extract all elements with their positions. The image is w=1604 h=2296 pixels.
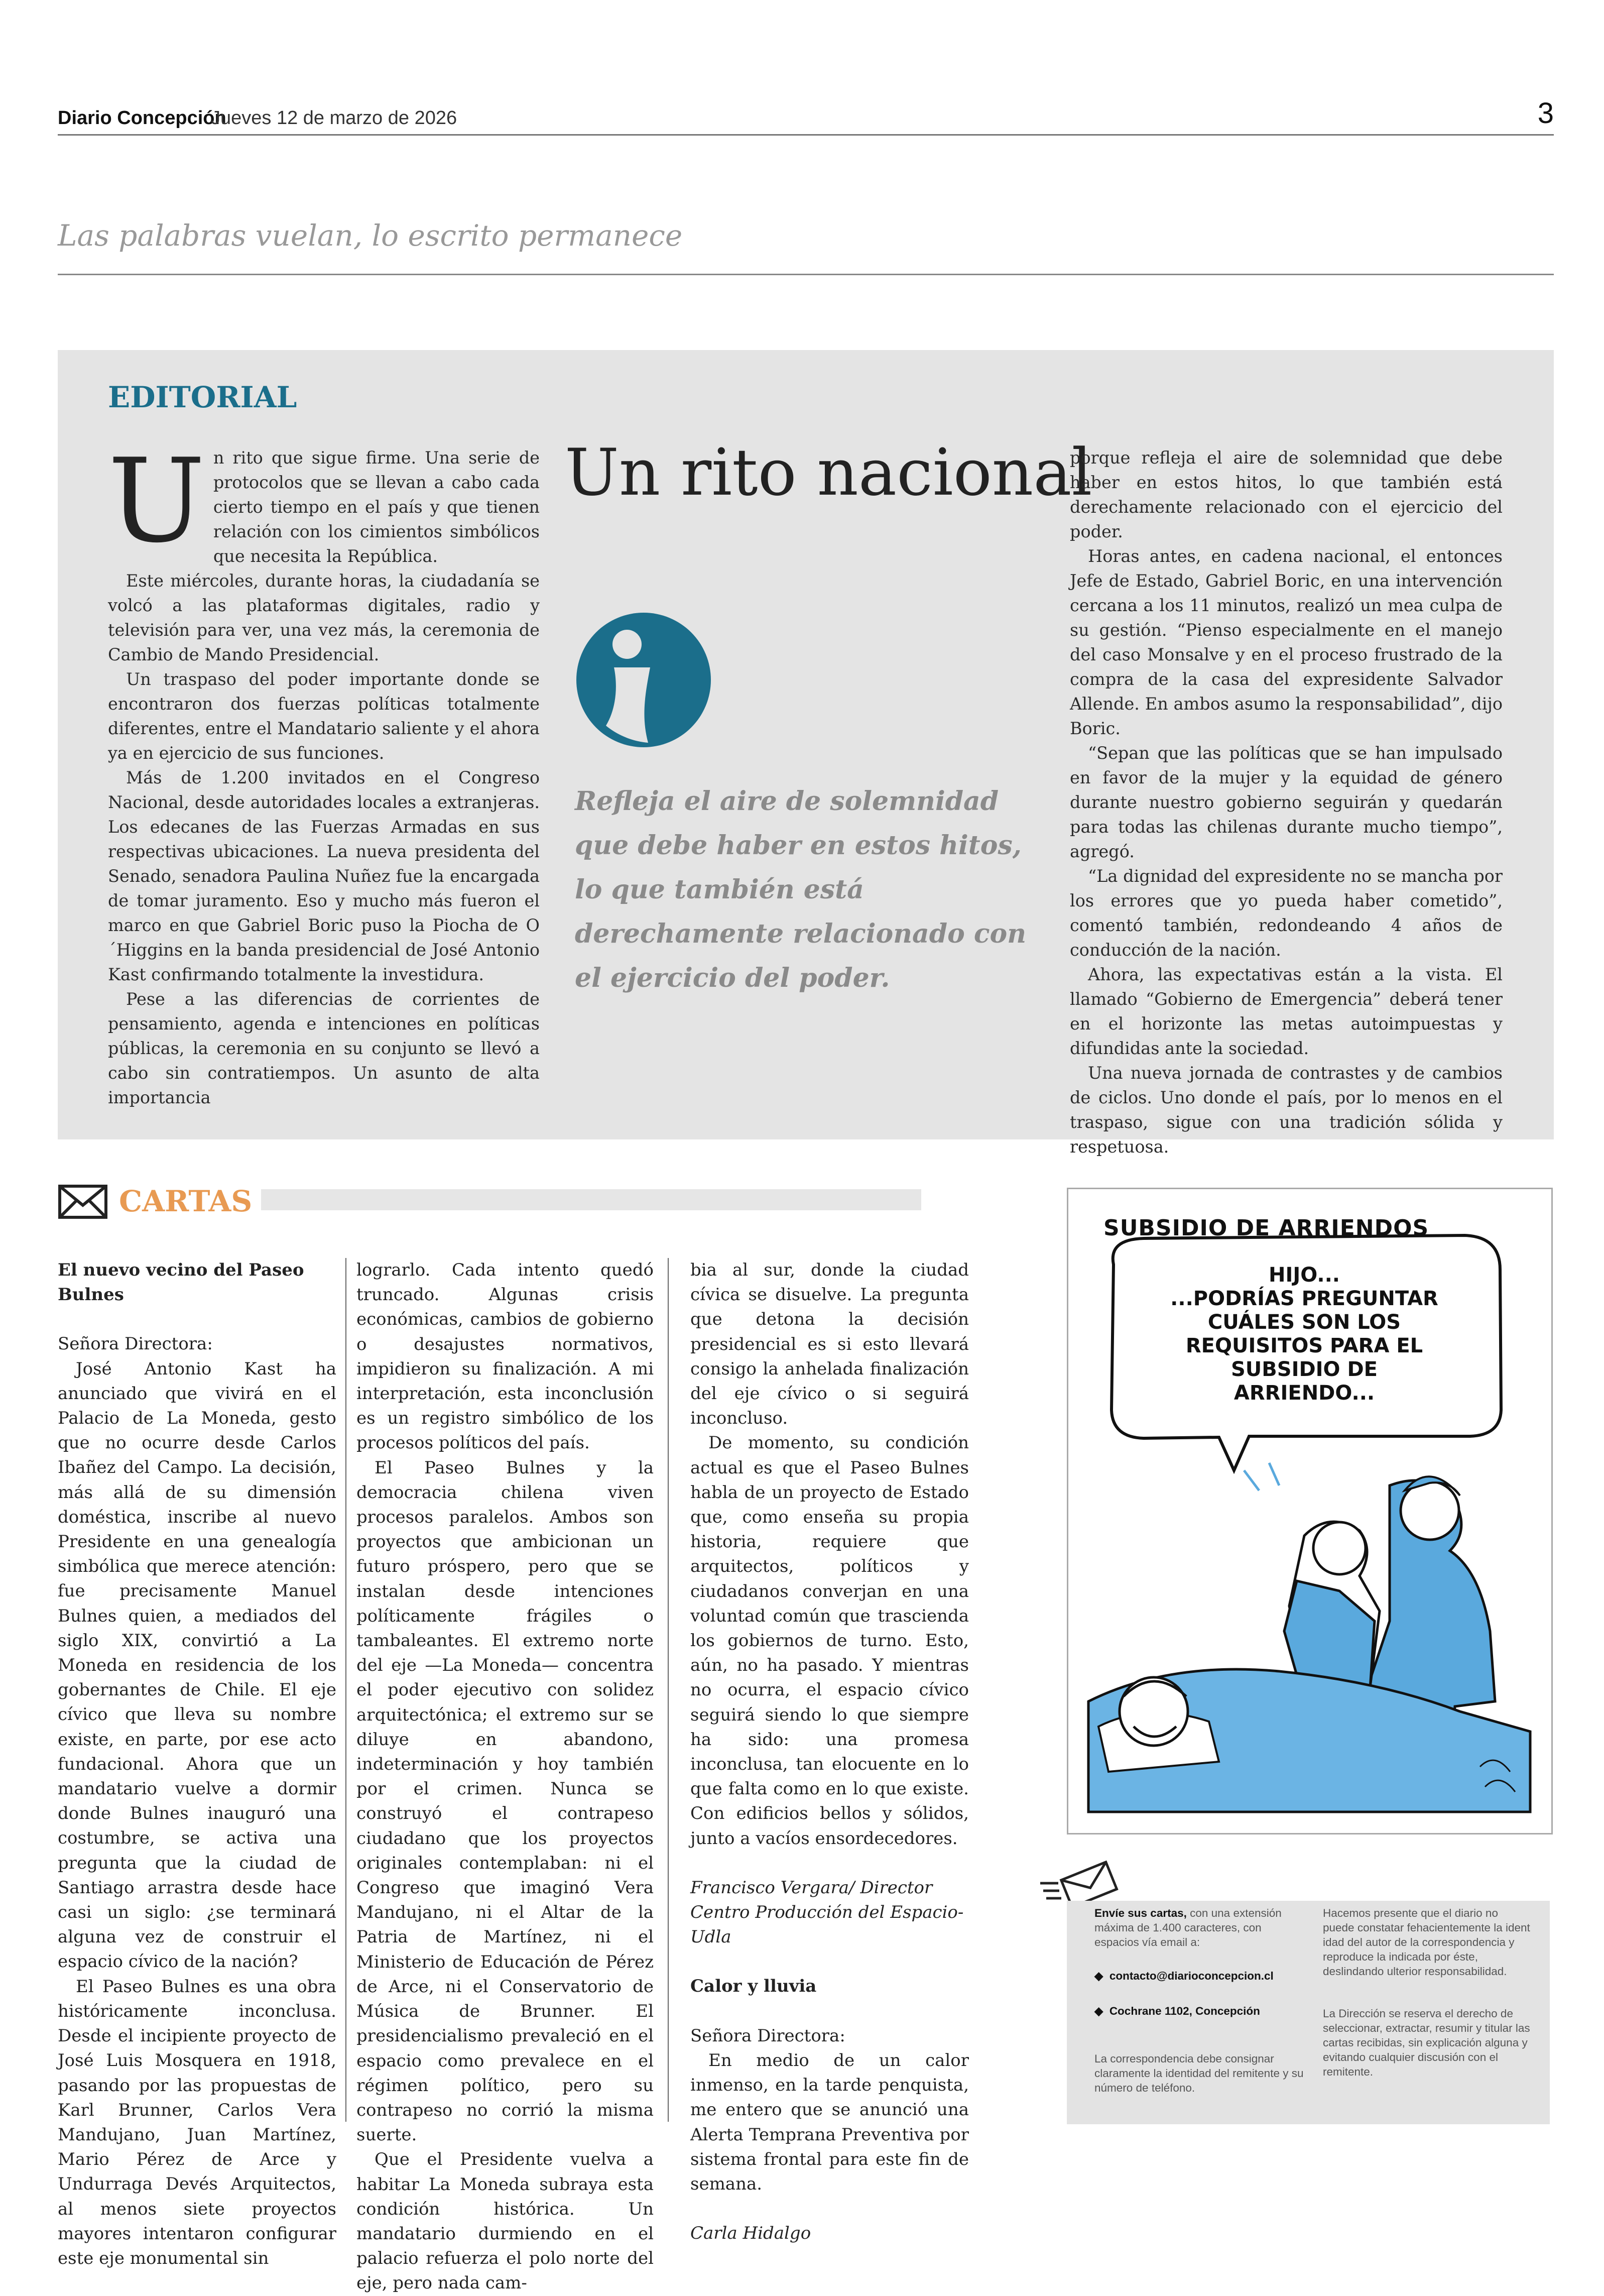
editorial-paragraph: “Sepan que las políticas que se han impulsado en favor de la mujer y la equidad de género durante nuestro gobierno seguirán y quedarán para todas las chilenas durante mucho tiempo”, agregó. <box>1070 743 1503 861</box>
editorial-cartoon <box>1067 1188 1553 1834</box>
contact-email[interactable]: ◆ contacto@diarioconcepcion.cl <box>1094 1970 1274 1982</box>
editorial-paragraph: Este miércoles, durante horas, la ciudadanía se volcó a las plataformas digitales, radio y televisión para ver, una vez más, la ceremonia de Cambio de Mando Presidencial. <box>108 571 540 664</box>
letter-salutation: Señora Directora: <box>58 1334 213 1354</box>
editorial-column-3 <box>1070 445 1503 1159</box>
identity-note: La correspondencia debe consignar claramente la identidad del remitente y su número de teléfono. <box>1094 2052 1304 2094</box>
letter-paragraph: El Paseo Bulnes y la democracia chilena viven procesos paralelos. Ambos son proyectos que ambicionan un futuro próspero, pero que se instalan desde intenciones políticamente frágiles o tambaleantes. El extremo norte del eje —La Moneda— concentra el poder ejecutivo con solidez arquitectónica; el extremo sur se diluye en abandono, indeterminación y hoy también por el crimen. Nunca se construyó el contrapeso ciudadano que los proyectos originales contemplaban: ni el Congreso que imaginó Vera Mandujano, ni el Altar de la Patria de Martínez, ni el Ministerio de Educación de Pérez de Arce, ni el Conservatorio de Música de Brunner. El presidencialismo prevaleció en el espacio como prevalece en el régimen político, pero su contrapeso no corrió la misma suerte. <box>356 1457 654 2145</box>
letter-title: Calor y lluvia <box>690 1976 817 1997</box>
cartoon-title: SUBSIDIO DE ARRIENDOS <box>1103 1215 1429 1241</box>
disclaimer-note: Hacemos presente que el diario no puede constatar fehacientemente la ident idad del autor de la correspondencia y reproduce la indicada por éste, deslindando ulterior responsabilidad. <box>1323 1907 1530 1978</box>
editorial-box <box>58 350 1554 1157</box>
pull-quote: Refleja el aire de solemnidad que debe haber en estos hitos, lo que también está derechamente relacionado con el ejercicio del poder. <box>575 786 1027 993</box>
column-divider <box>668 1258 669 2122</box>
page-number: 3 <box>1537 97 1554 130</box>
letter-paragraph: En medio de un calor inmenso, en la tarde penquista, me entero que se anunció una Alerta Temprana Preventiva por sistema frontal para este fin de semana. <box>690 2050 969 2194</box>
letters-column-2 <box>356 1258 654 2296</box>
column-divider <box>345 1258 346 2122</box>
letter-paragraph: bia al sur, donde la ciudad cívica se disuelve. La pregunta que detona la decisión presidencial es si esto llevará consigo la anhelada finalización del eje cívico o si seguirá inconcluso. <box>690 1260 969 1429</box>
cartas-label: CARTAS <box>119 1184 253 1218</box>
editorial-paragraph: Ahora, las expectativas están a la vista. El llamado “Gobierno de Emergencia” deberá tener en el horizonte las metas autoimpuestas y difundidas ante la sociedad. <box>1070 965 1503 1058</box>
letter-paragraph: De momento, su condición actual es que el Paseo Bulnes habla de un proyecto de Estado que, como enseña su propia historia, requiere que arquitectos, políticos y ciudadanos converjan en una voluntad común que trascienda los gobiernos de turno. Esto, aún, no ha pasado. Y mientras no ocurra, el espacio cívico seguirá siendo lo que siempre ha sido: una promesa inconclusa, tan elocuente en lo que falta como en lo que existe. Con edificios bellos y sólidos, junto a vacíos ensordecedores. <box>690 1433 969 1849</box>
page-header <box>58 97 1554 136</box>
editorial-rights-note: La Dirección se reserva el derecho de seleccionar, extractar, resumir y titular las cartas recibidas, sin explicación alguna y evitando cualquier discusión con el remitente. <box>1323 2007 1530 2078</box>
letter-salutation: Señora Directora: <box>690 2025 845 2046</box>
editorial-column-1 <box>108 434 540 1110</box>
editorial-title: Un rito nacional <box>565 435 1092 510</box>
send-instructions: Envíe sus cartas, con una extensión máxima de 1.400 caracteres, con espacios vía email a: <box>1094 1907 1282 1948</box>
letter-signature: Carla Hidalgo <box>690 2223 811 2244</box>
editorial-paragraph: Horas antes, en cadena nacional, el entonces Jefe de Estado, Gabriel Boric, en una intervención cercana a los 11 minutos, realizó un mea culpa de su gestión. “Pienso especialmente en el manejo del caso Monsalve y en el proceso frustrado de la compra de la casa del expresidente Salvador Allende. En ambos asumo la responsabilidad”, dijo Boric. <box>1070 546 1503 738</box>
editorial-paragraph: porque refleja el aire de solemnidad que debe haber en estos hitos, lo que también está derechamente relacionado con el ejercicio del poder. <box>1070 448 1503 541</box>
letters-info-box <box>1067 1901 1550 2124</box>
cartas-header-bar <box>261 1189 921 1210</box>
cartoon-speech: HIJO... ...PODRÍAS PREGUNTAR CUÁLES SON LOS REQUISITOS PARA EL SUBSIDIO DE ARRIENDO... <box>1170 1264 1438 1405</box>
letter-paragraph: lograrlo. Cada intento quedó truncado. Algunas crisis económicas, cambios de gobierno o desajustes normativos, impidieron su finalización. A mi interpretación, esta inconclusión es un registro simbólico de los procesos políticos del país. <box>356 1260 654 1453</box>
editorial-paragraph: Un traspaso del poder importante donde se encontraron dos fuerzas políticas totalmente diferentes, entre el Mandatario saliente y el ahora ya en ejercicio de sus funciones. <box>108 669 540 763</box>
editorial-paragraph: Pese a las diferencias de corrientes de pensamiento, agenda e intenciones en políticas públicas, la ceremonia en su conjunto se llevó a cabo sin contratiempos. Un asunto de alta importancia <box>108 989 540 1107</box>
letter-signature: Francisco Vergara/ Director Centro Producción del Espacio- Udla <box>690 1877 964 1947</box>
issue-date: Jueves 12 de marzo de 2026 <box>211 107 457 129</box>
letter-paragraph: Que el Presidente vuelva a habitar La Moneda subraya esta condición histórica. Un mandatario durmiendo en el palacio refuerza el polo norte del eje, pero nada cam- <box>356 2149 654 2293</box>
section-tagline <box>58 218 1554 275</box>
drop-cap: U <box>108 434 205 568</box>
letter-paragraph: José Antonio Kast ha anunciado que vivirá en el Palacio de La Moneda, gesto que no ocurre desde Carlos Ibañez del Campo. La decisión, más allá de su dimensión doméstica, inscribe al nuevo Presidente en una genealogía simbólica que merece atención: fue precisamente Manuel Bulnes quien, a mediados del siglo XIX, convirtió a La Moneda en residencia de los gobernantes de Chile. El eje cívico que lleva su nombre existe, en parte, por ese acto fundacional. Ahora que un mandatario vuelve a dormir donde Bulnes inauguró una costumbre, se activa una pregunta que la ciudad de Santiago arrastra desde hace casi un siglo: ¿se terminará alguna vez de construir el espacio cívico de la nación? <box>58 1358 336 1972</box>
editorial-paragraph: “La dignidad del expresidente no se mancha por los errores que yo pueda haber cometido”, comentó también, redondeando 4 años de conducción de la nación. <box>1070 866 1503 960</box>
letters-column-3 <box>690 1258 969 2246</box>
editorial-paragraph: Un rito que sigue firme. Una serie de protocolos que se llevan a cabo cada cierto tiempo en el país y que tienen relación con los cimientos simbólicos que necesita la República. <box>108 434 540 568</box>
letters-column-1 <box>58 1258 336 2271</box>
info-icon <box>575 611 712 749</box>
tagline-text: Las palabras vuelan, lo escrito permanece <box>58 218 683 253</box>
envelope-icon <box>58 1184 108 1219</box>
letter-paragraph: El Paseo Bulnes es una obra históricamente inconclusa. Desde el incipiente proyecto de José Luis Mosquera en 1918, pasando por las propuestas de Karl Brunner, Carlos Vera Mandujano, Juan Martínez, Mario Pérez de Arce y Undurraga Devés Arquitectos, al menos siete proyectos mayores intentaron configurar este eje monumental sin <box>58 1976 336 2268</box>
editorial-label: EDITORIAL <box>108 380 297 414</box>
send-mail-icon <box>1038 1853 1119 1908</box>
letter-title: El nuevo vecino del Paseo Bulnes <box>58 1260 304 1305</box>
editorial-paragraph: Más de 1.200 invitados en el Congreso Nacional, desde autoridades locales a extranjeras. Los edecanes de las Fuerzas Armadas en sus respectivas ubicaciones. La nueva presidenta del Senado, senadora Paulina Nuñez fue la encargada de tomar juramento. Eso y mucho más fueron el marco en que Gabriel Boric puso la Piocha de O´Higgins en la banda presidencial de José Antonio Kast confirmando totalmente la investidura. <box>108 768 540 984</box>
newspaper-name: Diario Concepción <box>58 107 226 129</box>
cartas-header <box>58 1184 921 1219</box>
contact-address: ◆ Cochrane 1102, Concepción <box>1094 2005 1260 2017</box>
editorial-paragraph: Una nueva jornada de contrastes y de cambios de ciclos. Uno donde el país, por lo menos en el traspaso, sigue con una tradición sólida y respetuosa. <box>1070 1063 1503 1157</box>
